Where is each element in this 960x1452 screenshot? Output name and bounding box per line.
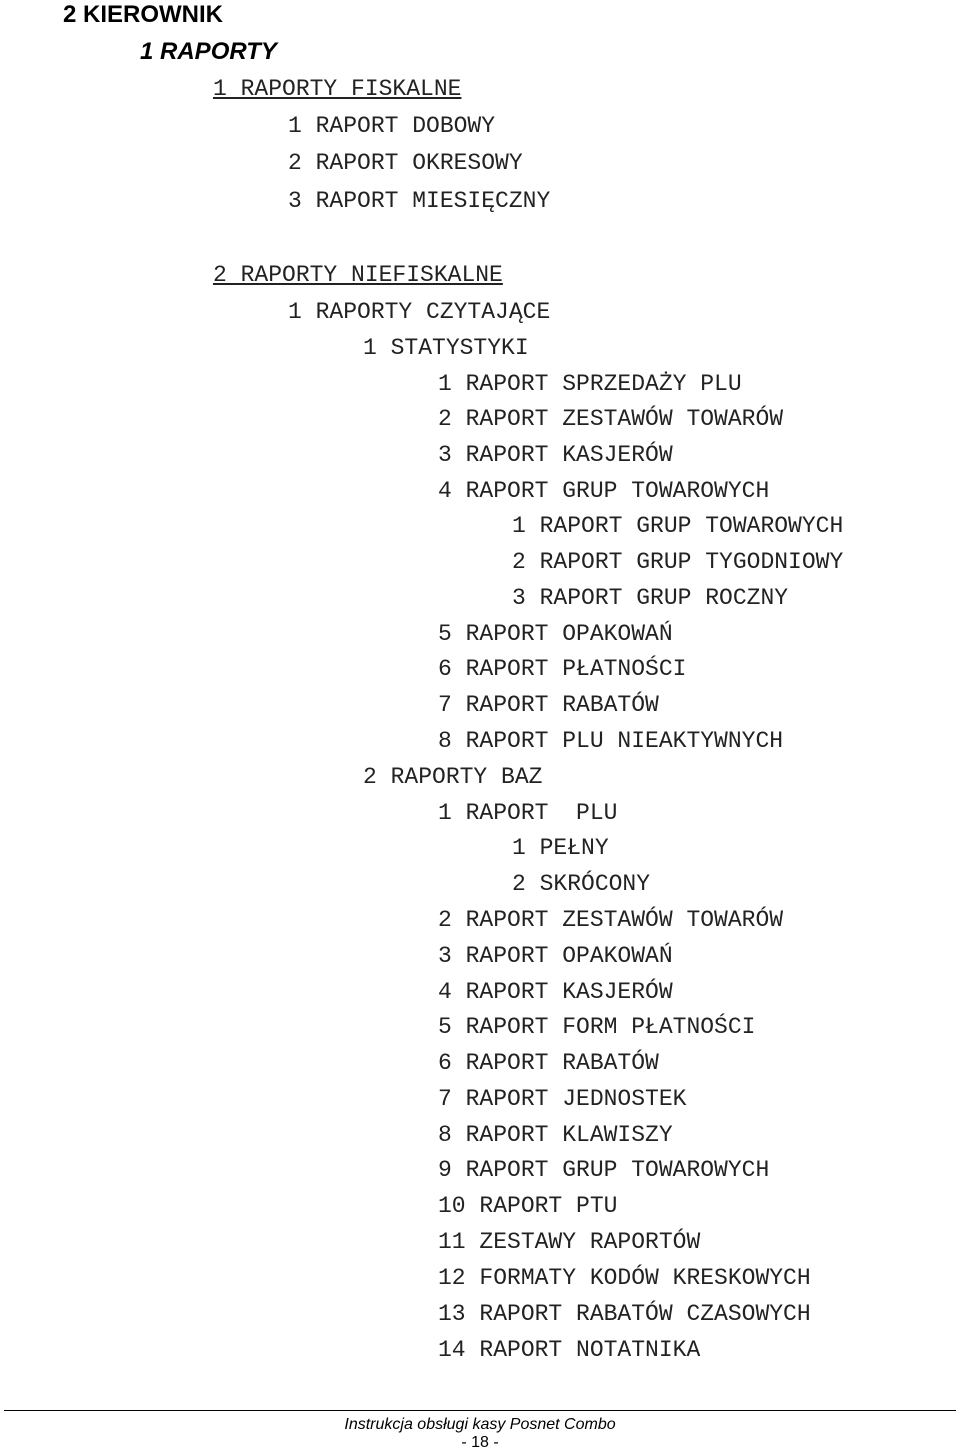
stats-item: 4 RAPORT GRUP TOWAROWYCH	[438, 478, 770, 504]
base-report-item: 11 ZESTAWY RAPORTÓW	[438, 1229, 701, 1255]
base-report-item: 2 RAPORT ZESTAWÓW TOWARÓW	[438, 907, 784, 933]
base-report-item: 5 RAPORT FORM PŁATNOŚCI	[438, 1014, 756, 1040]
stats-item: 5 RAPORT OPAKOWAŃ	[438, 621, 673, 647]
fiscal-item: 2 RAPORT OKRESOWY	[288, 150, 523, 176]
stats-item: 6 RAPORT PŁATNOŚCI	[438, 656, 687, 682]
page-number: - 18 -	[461, 1434, 499, 1451]
plu-report-option: 2 SKRÓCONY	[512, 871, 651, 897]
plu-report: 1 RAPORT PLU	[438, 800, 618, 826]
group-report-item: 1 RAPORT GRUP TOWAROWYCH	[512, 513, 844, 539]
base-report-item: 14 RAPORT NOTATNIKA	[438, 1337, 701, 1363]
reading-reports: 1 RAPORTY CZYTAJĄCE	[288, 299, 551, 325]
base-report-item: 9 RAPORT GRUP TOWAROWYCH	[438, 1157, 770, 1183]
section-fiscal-reports: 1 RAPORTY FISKALNE	[213, 76, 462, 102]
base-report-item: 10 RAPORT PTU	[438, 1193, 618, 1219]
stats-item: 2 RAPORT ZESTAWÓW TOWARÓW	[438, 406, 784, 432]
group-report-item: 2 RAPORT GRUP TYGODNIOWY	[512, 549, 844, 575]
menu-level2-raporty: 1 RAPORTY	[140, 38, 277, 65]
menu-level1-kierownik: 2 KIEROWNIK	[63, 1, 224, 28]
base-report-item: 6 RAPORT RABATÓW	[438, 1050, 659, 1076]
plu-report-option: 1 PEŁNY	[512, 835, 609, 861]
fiscal-item: 3 RAPORT MIESIĘCZNY	[288, 188, 551, 214]
base-reports: 2 RAPORTY BAZ	[363, 764, 543, 790]
stats-item: 3 RAPORT KASJERÓW	[438, 442, 673, 468]
statistics: 1 STATYSTYKI	[363, 335, 529, 361]
base-report-item: 8 RAPORT KLAWISZY	[438, 1122, 673, 1148]
fiscal-item: 1 RAPORT DOBOWY	[288, 113, 496, 139]
footer-divider	[4, 1410, 956, 1411]
base-report-item: 3 RAPORT OPAKOWAŃ	[438, 943, 673, 969]
base-report-item: 12 FORMATY KODÓW KRESKOWYCH	[438, 1265, 811, 1291]
base-report-item: 7 RAPORT JEDNOSTEK	[438, 1086, 687, 1112]
section-nonfiscal-reports: 2 RAPORTY NIEFISKALNE	[213, 262, 503, 288]
footer-title: Instrukcja obsługi kasy Posnet Combo	[344, 1416, 616, 1433]
base-report-item: 13 RAPORT RABATÓW CZASOWYCH	[438, 1301, 811, 1327]
stats-item: 1 RAPORT SPRZEDAŻY PLU	[438, 371, 742, 397]
base-report-item: 4 RAPORT KASJERÓW	[438, 979, 673, 1005]
stats-item: 7 RAPORT RABATÓW	[438, 692, 659, 718]
stats-item: 8 RAPORT PLU NIEAKTYWNYCH	[438, 728, 784, 754]
group-report-item: 3 RAPORT GRUP ROCZNY	[512, 585, 789, 611]
